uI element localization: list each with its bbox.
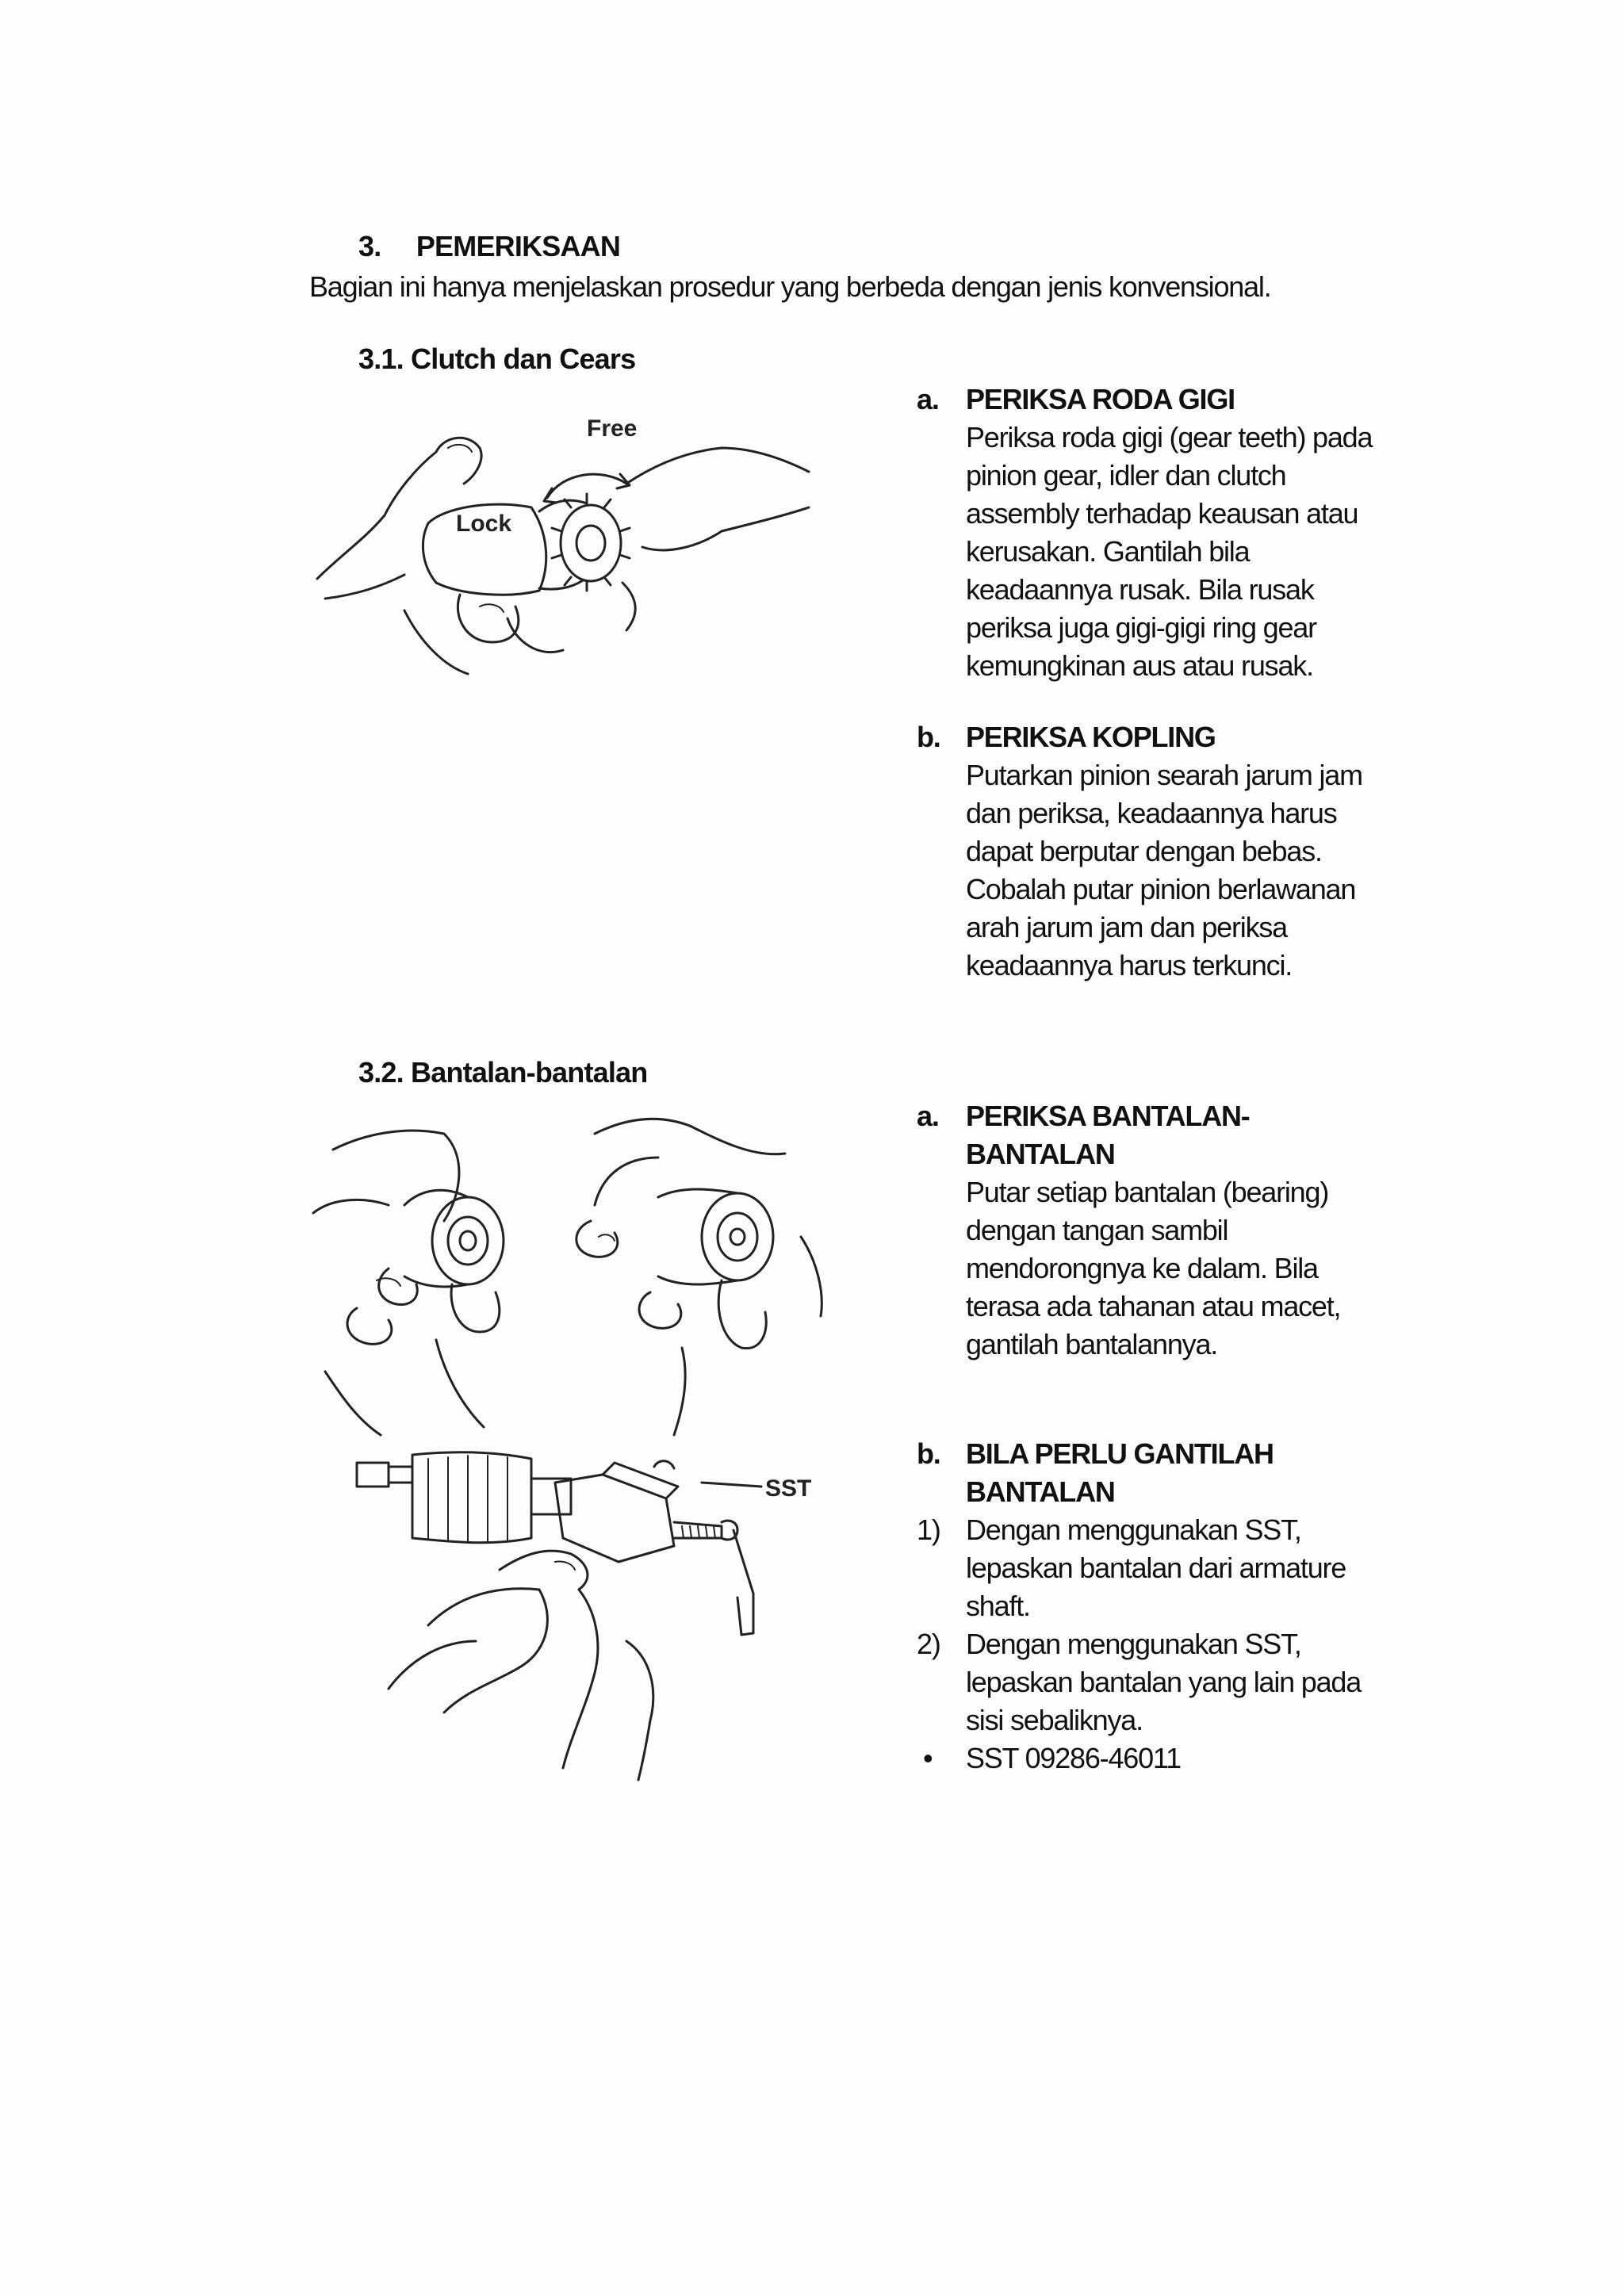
clutch-check-figure: [309, 404, 817, 682]
item-line: mendorongnya ke dalam. Bila: [966, 1252, 1318, 1284]
item-marker: b.: [917, 1437, 940, 1470]
step-line: Dengan menggunakan SST,: [966, 1513, 1301, 1546]
section-title: PEMERIKSAAN: [416, 230, 621, 262]
section-heading: [358, 230, 620, 263]
item-line: terasa ada tahanan atau macet,: [966, 1290, 1341, 1322]
item-line: periksa juga gigi-gigi ring gear: [966, 611, 1316, 644]
item-title: PERIKSA KOPLING: [966, 721, 1216, 753]
item-line: keadaannya rusak. Bila rusak: [966, 573, 1314, 606]
item-line: Putarkan pinion searah jarum jam: [966, 759, 1362, 791]
item-line: Cobalah putar pinion berlawanan: [966, 873, 1356, 905]
step-line: shaft.: [966, 1590, 1030, 1622]
step-line: sisi sebaliknya.: [966, 1704, 1143, 1736]
subsection-heading-bantalan: 3.2. Bantalan-bantalan: [358, 1056, 648, 1089]
item-line: Periksa roda gigi (gear teeth) pada: [966, 421, 1373, 453]
item-title-line: BANTALAN: [966, 1475, 1115, 1508]
item-line: dan periksa, keadaannya harus: [966, 797, 1337, 829]
sst-puller-figure: [341, 1451, 833, 1784]
item-line: dapat berputar dengan bebas.: [966, 835, 1322, 867]
item-line: assembly terhadap keausan atau: [966, 497, 1358, 530]
item-line: dengan tangan sambil: [966, 1214, 1228, 1246]
item-title: PERIKSA RODA GIGI: [966, 383, 1235, 415]
step-line: Dengan menggunakan SST,: [966, 1628, 1301, 1660]
item-line: arah jarum jam dan periksa: [966, 911, 1288, 943]
sst-bullet-item: [917, 1739, 1424, 1777]
item-title-line: PERIKSA BANTALAN-: [966, 1100, 1250, 1132]
step-number: 2): [917, 1628, 940, 1660]
free-label: Free: [587, 415, 638, 442]
item-line: pinion gear, idler dan clutch: [966, 459, 1286, 492]
item-line: Putar setiap bantalan (bearing): [966, 1176, 1329, 1208]
item-title-line: BANTALAN: [966, 1138, 1115, 1170]
item-marker: a.: [917, 1100, 939, 1132]
section-number: 3.: [358, 230, 381, 262]
item-periksa-kopling: [917, 718, 1424, 985]
step-2: [917, 1625, 1424, 1739]
subsection-heading-clutch: 3.1. Clutch dan Cears: [358, 342, 636, 375]
lock-label: Lock: [456, 511, 512, 537]
item-marker: b.: [917, 721, 940, 753]
item-gantilah-bantalan: [917, 1435, 1424, 1777]
bullet-icon: •: [923, 1742, 933, 1774]
section-intro: Bagian ini hanya menjelaskan prosedur yang berbeda dengan jenis konvensional.: [309, 270, 1271, 303]
item-line: kemungkinan aus atau rusak.: [966, 649, 1313, 682]
item-line: keadaannya harus terkunci.: [966, 949, 1293, 982]
step-number: 1): [917, 1513, 940, 1546]
bearing-check-figure: [309, 1110, 833, 1443]
item-periksa-bantalan: [917, 1097, 1424, 1364]
step-line: lepaskan bantalan yang lain pada: [966, 1666, 1362, 1698]
item-periksa-roda-gigi: [917, 381, 1424, 685]
step-1: [917, 1511, 1424, 1625]
sst-label: SST: [765, 1475, 812, 1502]
item-line: gantilah bantalannya.: [966, 1328, 1218, 1360]
item-title-line: BILA PERLU GANTILAH: [966, 1437, 1274, 1470]
step-line: lepaskan bantalan dari armature: [966, 1552, 1346, 1584]
item-marker: a.: [917, 383, 939, 415]
item-line: kerusakan. Gantilah bila: [966, 535, 1250, 568]
sst-part-number: SST 09286-46011: [966, 1742, 1181, 1774]
